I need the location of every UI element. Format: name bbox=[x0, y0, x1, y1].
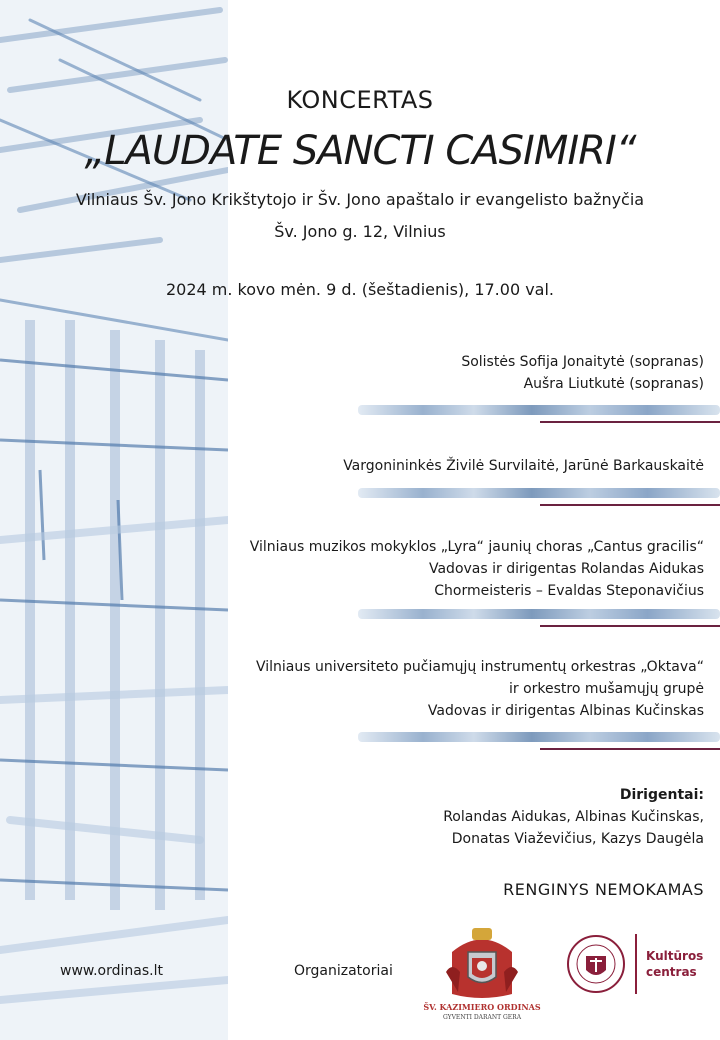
venue-address: Šv. Jono g. 12, Vilnius bbox=[274, 222, 446, 241]
crest-caption bbox=[420, 1002, 544, 1021]
website-link[interactable]: www.ordinas.lt bbox=[60, 963, 163, 979]
choir-line: Chormeisteris – Evaldas Steponavičius bbox=[434, 583, 704, 599]
crest-caption-title: ŠV. KAZIMIERO ORDINAS bbox=[423, 1002, 541, 1012]
choir-line: Vadovas ir dirigentas Rolandas Aidukas bbox=[428, 561, 704, 577]
organists-block bbox=[343, 455, 704, 477]
orchestra-block bbox=[256, 656, 704, 722]
culture-centre-logo bbox=[646, 948, 703, 980]
section-divider bbox=[358, 405, 720, 427]
free-event-notice: RENGINYS NEMOKAMAS bbox=[503, 880, 704, 899]
crest-caption-motto: GYVENTI DARANT GERA bbox=[442, 1014, 522, 1021]
choir-line: Vilniaus muzikos mokyklos „Lyra“ jaunių choras „Cantus gracilis“ bbox=[249, 539, 704, 555]
soloists-line: Aušra Liutkutė (sopranas) bbox=[523, 376, 704, 392]
orchestra-line: Vadovas ir dirigentas Albinas Kučinskas bbox=[427, 703, 704, 719]
organizers-label: Organizatoriai bbox=[294, 963, 393, 979]
concert-title: „LAUDATE SANCTI CASIMIRI“ bbox=[84, 128, 636, 174]
conductors-header: Dirigentai: bbox=[619, 787, 704, 803]
section-divider bbox=[358, 732, 720, 754]
conductors-block bbox=[443, 784, 704, 850]
event-datetime: 2024 m. kovo mėn. 9 d. (šeštadienis), 17.00 val. bbox=[165, 280, 555, 299]
conductors-line: Donatas Viaževičius, Kazys Daugėla bbox=[451, 831, 704, 847]
culture-centre-line: Kultūros bbox=[646, 949, 704, 963]
venue-name: Vilniaus Šv. Jono Krikštytojo ir Šv. Jono apaštalo ir evangelisto bažnyčia bbox=[75, 190, 645, 209]
orchestra-line: Vilniaus universiteto pučiamųjų instrumentų orkestras „Oktava“ bbox=[255, 659, 704, 675]
culture-centre-line: centras bbox=[646, 965, 697, 979]
choir-block bbox=[250, 536, 704, 602]
vilnius-university-seal-icon bbox=[566, 934, 626, 994]
organists-line: Vargonininkės Živilė Survilaitė, Jarūnė Barkauskaitė bbox=[343, 458, 704, 474]
conductors-line: Rolandas Aidukas, Albinas Kučinskas, bbox=[443, 809, 704, 825]
section-divider bbox=[358, 488, 720, 510]
logo-divider bbox=[635, 934, 637, 994]
soloists-line: Solistės Sofija Jonaitytė (sopranas) bbox=[461, 354, 704, 370]
section-divider bbox=[358, 609, 720, 631]
orchestra-line: ir orkestro mušamųjų grupė bbox=[508, 681, 704, 697]
soloists-block bbox=[461, 351, 704, 395]
event-type: KONCERTAS bbox=[286, 86, 434, 114]
order-crest-icon bbox=[442, 922, 522, 1002]
